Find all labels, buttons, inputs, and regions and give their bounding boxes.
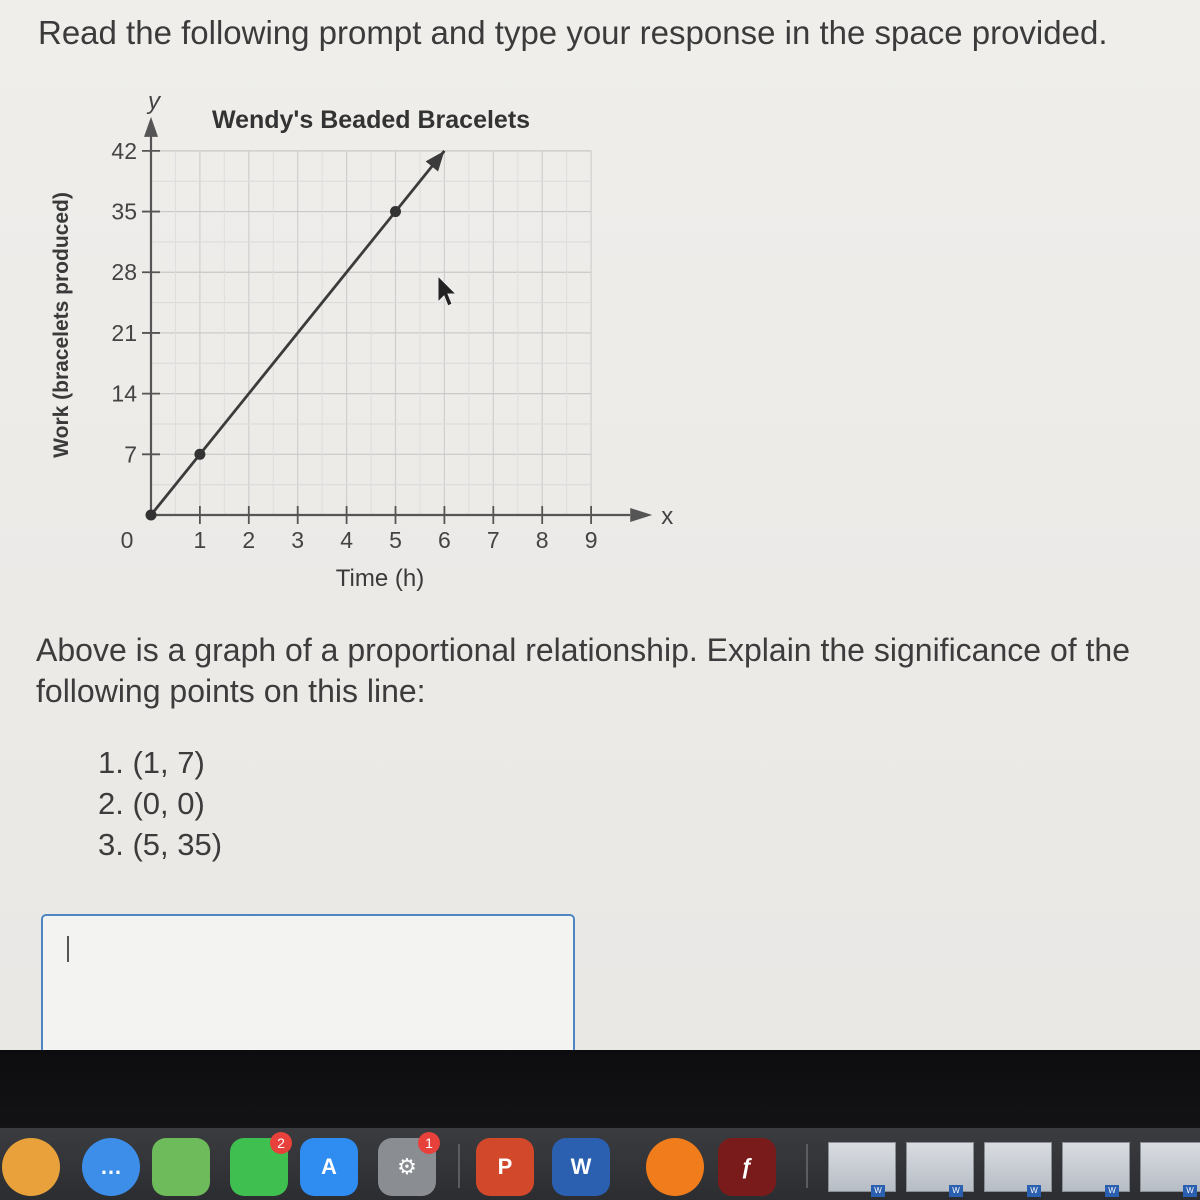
proportional-graph [0, 80, 700, 610]
data-point [194, 449, 205, 460]
data-point [390, 206, 401, 217]
x-tick-label: 6 [438, 527, 451, 553]
x-tick-label: 8 [535, 527, 549, 553]
x-tick-label: 1 [193, 527, 207, 553]
y-tick-label: 14 [111, 380, 137, 407]
instruction-text: Read the following prompt and type your response in the space provided. [38, 14, 1108, 51]
dock-app-store-icon[interactable] [300, 1138, 358, 1196]
dock-photos-icon[interactable] [2, 1138, 60, 1196]
word-mini-icon: W [1105, 1185, 1119, 1197]
x-tick-label: 2 [242, 527, 256, 553]
dock-system-preferences-icon[interactable] [378, 1135, 436, 1196]
notification-badge: 2 [270, 1132, 292, 1154]
dock-maps-icon[interactable] [152, 1138, 210, 1196]
dock-messages-icon[interactable] [82, 1138, 140, 1196]
y-tick-label: 7 [124, 441, 137, 468]
dock-window-thumbnail[interactable] [1062, 1142, 1130, 1195]
list-item: 2. (0, 0) [98, 786, 205, 821]
dock-word-icon[interactable] [552, 1138, 610, 1196]
y-tick-label: 21 [111, 319, 137, 346]
list-item: 3. (5, 35) [98, 827, 223, 862]
mouse-cursor-icon [438, 276, 456, 306]
word-mini-icon: W [949, 1185, 963, 1197]
dock-divider [458, 1144, 460, 1188]
data-point [146, 510, 157, 521]
word-mini-icon: W [1183, 1185, 1197, 1197]
dock-icon-label: … [100, 1154, 122, 1179]
dock-firefox-icon[interactable] [646, 1138, 704, 1196]
list-item: 1. (1, 7) [98, 745, 205, 780]
response-textarea[interactable] [41, 914, 575, 1050]
points-list [98, 742, 222, 865]
dock [0, 1128, 1200, 1200]
x-tick-label: 4 [340, 527, 353, 553]
origin-label: 0 [120, 527, 134, 553]
dock-window-thumbnail[interactable] [1140, 1142, 1200, 1195]
y-axis-letter: y [148, 87, 160, 115]
dock-icon-label: A [321, 1154, 337, 1179]
x-axis-arrow [630, 508, 652, 522]
x-axis-letter: x [661, 503, 674, 530]
word-mini-icon: W [1027, 1185, 1041, 1197]
y-tick-label: 28 [111, 259, 137, 286]
y-tick-label: 35 [111, 198, 137, 225]
dock-icon-label: ⚙ [397, 1154, 417, 1179]
dock-icon-label: P [497, 1154, 513, 1179]
x-axis-label: Time (h) [335, 565, 425, 592]
series-line-arrow [426, 151, 445, 172]
dock-window-thumbnail[interactable] [828, 1142, 896, 1195]
dock-window-thumbnail[interactable] [984, 1142, 1052, 1195]
x-tick-label: 9 [584, 527, 598, 553]
word-mini-icon: W [871, 1185, 885, 1197]
dock-icon-label: ƒ [740, 1154, 754, 1179]
notification-badge: 1 [418, 1132, 440, 1154]
dock-flash-icon[interactable] [718, 1138, 776, 1196]
y-tick-label: 42 [111, 137, 137, 164]
chart-title: Wendy's Beaded Bracelets [211, 106, 531, 134]
dock-powerpoint-icon[interactable] [476, 1138, 534, 1196]
x-tick-label: 3 [291, 527, 305, 553]
prompt-text: Above is a graph of a proportional relationship. Explain the significance of the following points on this line: [36, 632, 1131, 709]
x-tick-label: 5 [389, 527, 402, 553]
dock-facetime-icon[interactable] [230, 1135, 288, 1196]
y-axis-label: Work (bracelets produced) [50, 192, 73, 458]
dock-divider [806, 1144, 808, 1188]
dock-icon-label: W [570, 1154, 592, 1179]
x-tick-label: 7 [486, 527, 500, 553]
dock-window-thumbnail[interactable] [906, 1142, 974, 1195]
y-axis-arrow [144, 117, 158, 137]
